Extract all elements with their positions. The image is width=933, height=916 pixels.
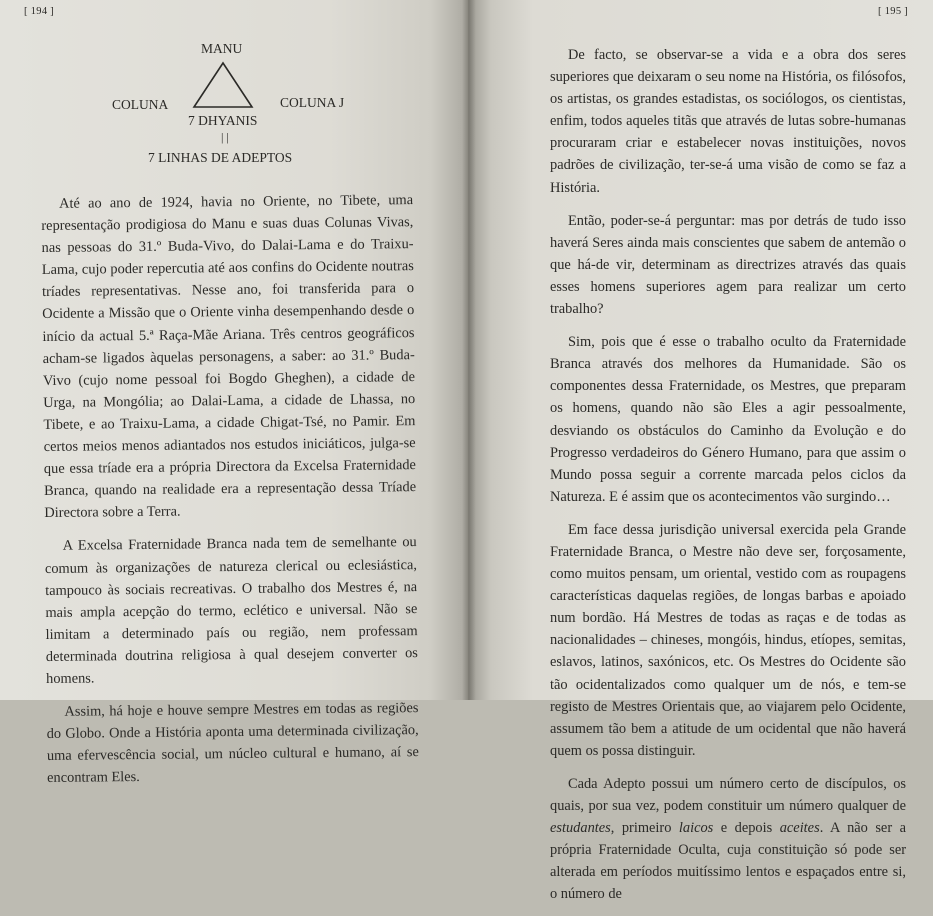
paragraph: Sim, pois que é esse o trabalho oculto da Fraternidade Branca através dos melhores da Humanidade. São os componentes dessa Fraternidade, os Mestres, que preparam os homens, quando não são Eles a agir pessoalmente, desviando os obstáculos do Caminho da Evolução e do Progresso verdadeiros do Género Humano, para que assim o Mundo possa seguir a corrente marcada pelos ciclos da Natureza. E é assim que os acontecimentos vão surgindo… (550, 334, 906, 505)
right-page-body (550, 44, 906, 916)
text-run: e depois (713, 820, 780, 837)
diagram-connector: | | (221, 130, 229, 144)
page-number-left: [ 194 ] (24, 6, 55, 17)
paragraph: A Excelsa Fraternidade Branca nada tem de semelhante ou comum às organizações de natureza clerical ou eclesiástica, tampouco às sociais recreativas. O trabalho dos Mestres é, na mais ampla acepção do termo, eclético e universal. Não se limitam a determinado país ou região, nem professam determinada doutrina religiosa à qual desejem converter os homens. (44, 534, 418, 687)
left-page (0, 0, 468, 787)
text-run: Cada Adepto possui um número certo de discípulos, os quais, por sua vez, podem constituir um número qualquer de (550, 775, 906, 814)
italic-term: estudantes (550, 820, 611, 837)
paragraph: Até ao ano de 1924, havia no Oriente, no Tibete, uma representação prodigiosa do Manu e suas duas Colunas Vivas, nas pessoas do 31.º Buda-Vivo, do Dalai-Lama e do Traixu-Lama, cujo poder repercutia até aos confins do Ocidente noutras tríades representativas. Nesse ano, foi transferida para o Ocidente a Missão que o Oriente vinha desempenhando desde o início da actual 5.ª Raça-Mãe Ariana. Três centros geográficos acham-se ligados àquelas personagens, a saber: ao 31.º Buda-Vivo (cujo nome pessoal foi Bogdo Gheghen), a cidade de Urga, na Mongólia; ao Dalai-Lama, a cidade de Lhassa, no Tibete, e ao Traixu-Lama, a cidade Chigat-Tsé, no Pamir. Em certos meios menos adiantados nos estudos iniciáticos, julga-se que essa tríade era a própria Directora da Excelsa Fraternidade Branca, quando na realidade era a representação dessa Tríade Directora sobre a Terra. (41, 192, 417, 522)
paragraph: Então, poder-se-á perguntar: mas por detrás de tudo isso haverá Seres ainda mais conscientes que sabem de antemão o que há-de vir, determinam as directrizes através das quais esses homens superiores agem para realizar um certo trabalho? (550, 212, 906, 318)
book-gutter (462, 0, 476, 700)
italic-term: aceites (779, 820, 820, 837)
diagram-label-manu: MANU (201, 41, 243, 56)
page-number-right: [ 195 ] (878, 6, 909, 17)
paragraph: Em face dessa jurisdição universal exercida pela Grande Fraternidade Branca, o Mestre não deve ser, forçosamente, como muitos pensam, um oriental, vestido com as roupagens características daquelas regiões, de longas barbas e apoiado num bordão. Há Mestres de todas as raças e de todas as nacionalidades – chineses, mongóis, hindus, etíopes, semitas, eslavos, latinos, saxónicos, etc. Os Mestres do Ocidente são tão ocidentalizados como qualquer um de nós, e tem-se registo de Mestres Orientais que, ao viajarem pelo Ocidente, assumem tão bem a atitude de um ocidental que não haverá quem os possa distinguir. (550, 521, 906, 759)
diagram-label-coluna-right: COLUNA J (280, 95, 345, 110)
paragraph: De facto, se observar-se a vida e a obra dos seres superiores que deixaram o seu nome na História, os filósofos, os artistas, os grandes estadistas, os sociólogos, os cientistas, enfim, todos aqueles titãs que através de lutas sobre-humanas procuraram criar e estabelecer novas instituições, novos padrões de civilização, ter-se-á uma visão de como se faz a História. (550, 47, 906, 196)
triangle-diagram-icon (192, 61, 254, 109)
paragraph: Assim, há hoje e houve sempre Mestres em todas as regiões do Globo. Onde a História aponta uma determinada civilização, uma efervescência social, um núcleo cultural e humano, aí se encontram Eles. (46, 700, 419, 787)
diagram-label-linhas: 7 LINHAS DE ADEPTOS (148, 150, 293, 165)
text-run: , primeiro (610, 820, 679, 837)
italic-term: laicos (678, 820, 714, 837)
diagram-label-coluna-left: COLUNA (112, 97, 169, 112)
diagram-label-dhyanis: 7 DHYANIS (188, 113, 258, 128)
left-page-body (41, 189, 419, 800)
paragraph (550, 773, 906, 906)
text-run: . A não ser a própria Fraternidade Oculta, cuja constituição só pode ser alterada em períodos muitíssimo lentos e espaçados entre si, o número de (550, 820, 906, 903)
